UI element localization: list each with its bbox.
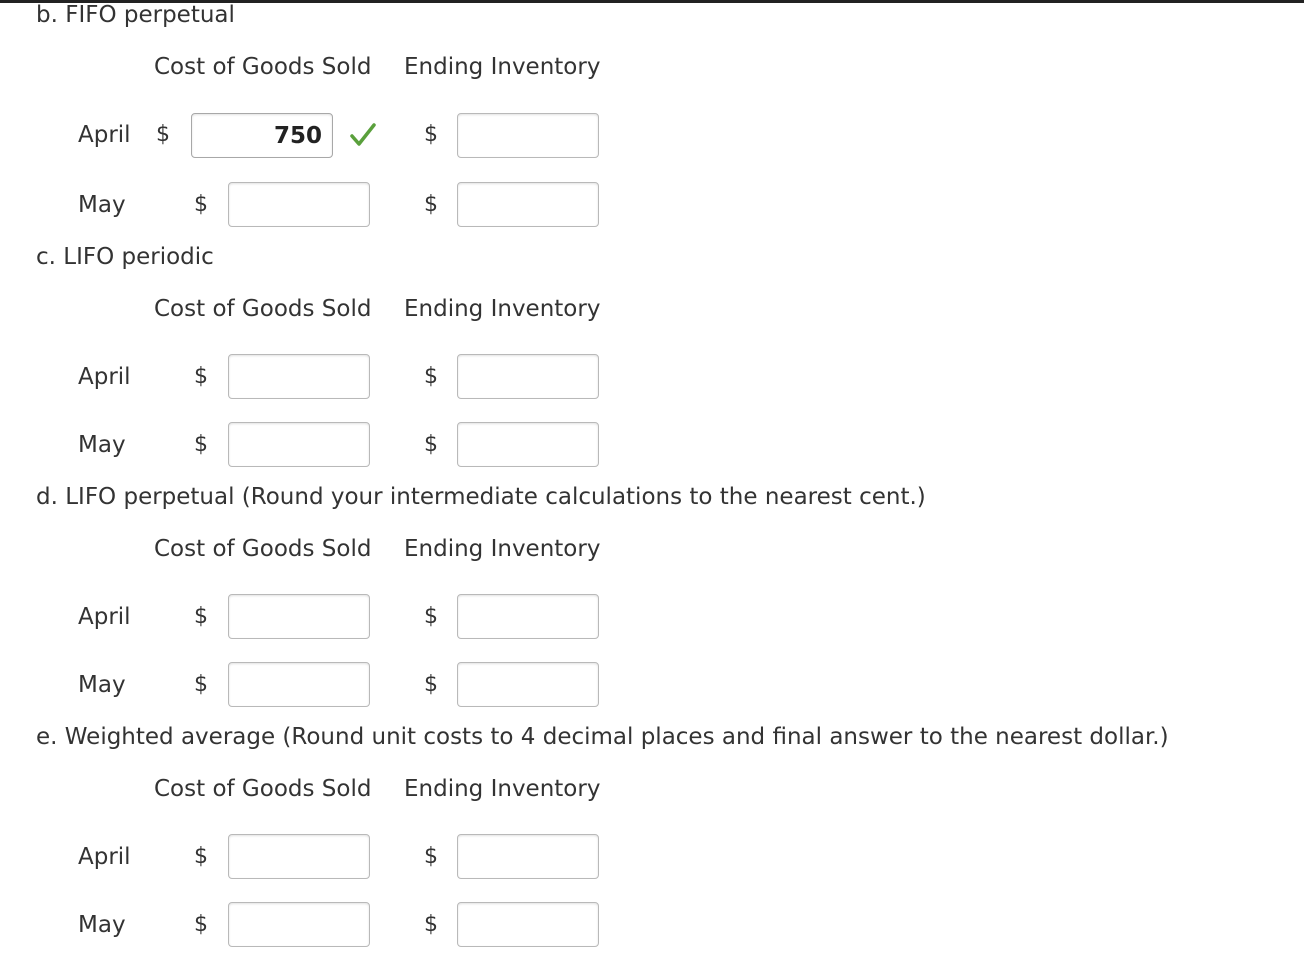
- lifo-periodic-may-ending-inventory-input[interactable]: [457, 422, 599, 467]
- section-title-lifo-periodic: c. LIFO periodic: [36, 244, 214, 270]
- dollar-sign: $: [194, 604, 208, 629]
- fifo-perpetual-april-cogs-input[interactable]: [191, 113, 333, 158]
- dollar-sign: $: [424, 192, 438, 217]
- fifo-perpetual-may-ending-inventory-input[interactable]: [457, 182, 599, 227]
- section-title-weighted-average: e. Weighted average (Round unit costs to 4 decimal places and final answer to the nearest dollar.): [36, 724, 1169, 750]
- row-label-april: April: [78, 364, 131, 390]
- row-label-april: April: [78, 122, 131, 148]
- dollar-sign: $: [424, 912, 438, 937]
- weighted-average-may-cogs-input[interactable]: [228, 902, 370, 947]
- lifo-perpetual-april-ending-inventory-input[interactable]: [457, 594, 599, 639]
- column-header-cogs: Cost of Goods Sold: [154, 296, 372, 322]
- column-header-cogs: Cost of Goods Sold: [154, 536, 372, 562]
- lifo-periodic-may-cogs-input[interactable]: [228, 422, 370, 467]
- lifo-periodic-april-cogs-input[interactable]: [228, 354, 370, 399]
- row-label-april: April: [78, 604, 131, 630]
- dollar-sign: $: [424, 672, 438, 697]
- dollar-sign: $: [194, 432, 208, 457]
- weighted-average-may-ending-inventory-input[interactable]: [457, 902, 599, 947]
- column-header-ending-inventory: Ending Inventory: [404, 536, 601, 562]
- weighted-average-april-cogs-input[interactable]: [228, 834, 370, 879]
- dollar-sign: $: [424, 364, 438, 389]
- dollar-sign: $: [194, 672, 208, 697]
- section-title-fifo-perpetual: b. FIFO perpetual: [36, 2, 235, 28]
- fifo-perpetual-may-cogs-input[interactable]: [228, 182, 370, 227]
- column-header-cogs: Cost of Goods Sold: [154, 54, 372, 80]
- row-label-april: April: [78, 844, 131, 870]
- dollar-sign: $: [194, 192, 208, 217]
- check-icon: [348, 120, 378, 150]
- lifo-perpetual-may-cogs-input[interactable]: [228, 662, 370, 707]
- dollar-sign: $: [194, 844, 208, 869]
- dollar-sign: $: [424, 604, 438, 629]
- row-label-may: May: [78, 432, 126, 458]
- column-header-cogs: Cost of Goods Sold: [154, 776, 372, 802]
- lifo-perpetual-april-cogs-input[interactable]: [228, 594, 370, 639]
- dollar-sign: $: [424, 122, 438, 147]
- row-label-may: May: [78, 192, 126, 218]
- dollar-sign: $: [424, 844, 438, 869]
- weighted-average-april-ending-inventory-input[interactable]: [457, 834, 599, 879]
- dollar-sign: $: [156, 122, 170, 147]
- column-header-ending-inventory: Ending Inventory: [404, 54, 601, 80]
- row-label-may: May: [78, 912, 126, 938]
- column-header-ending-inventory: Ending Inventory: [404, 776, 601, 802]
- lifo-perpetual-may-ending-inventory-input[interactable]: [457, 662, 599, 707]
- section-title-lifo-perpetual: d. LIFO perpetual (Round your intermediate calculations to the nearest cent.): [36, 484, 926, 510]
- dollar-sign: $: [194, 364, 208, 389]
- fifo-perpetual-april-ending-inventory-input[interactable]: [457, 113, 599, 158]
- column-header-ending-inventory: Ending Inventory: [404, 296, 601, 322]
- row-label-may: May: [78, 672, 126, 698]
- dollar-sign: $: [194, 912, 208, 937]
- lifo-periodic-april-ending-inventory-input[interactable]: [457, 354, 599, 399]
- dollar-sign: $: [424, 432, 438, 457]
